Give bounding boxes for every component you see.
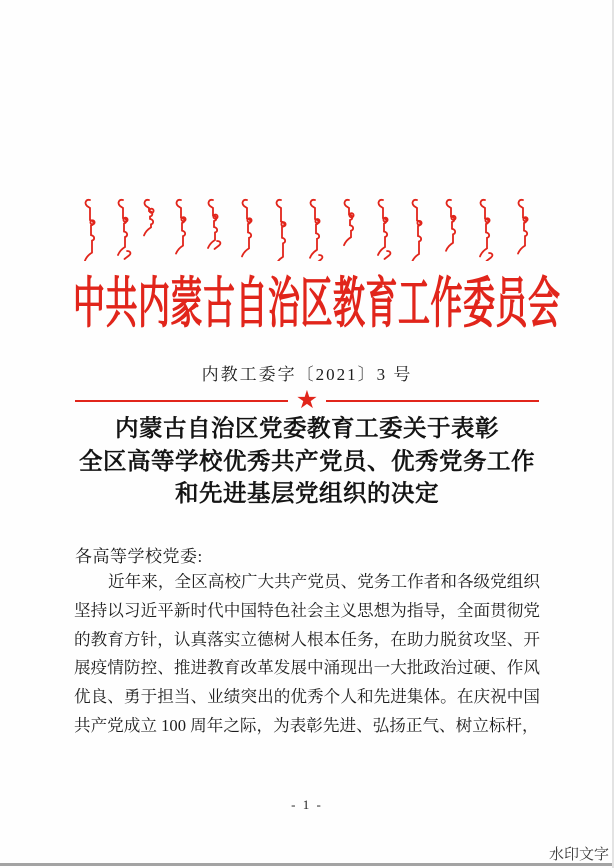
issuing-org-title: 中共内蒙古自治区教育工作委员会	[73, 272, 561, 334]
salutation: 各高等学校党委:	[75, 547, 203, 566]
star-icon: ★	[295, 384, 319, 414]
document-title	[0, 413, 614, 511]
body-paragraph: 近年来，全区高校广大共产党员、党务工作者和各级党组织坚持以习近平新时代中国特色社会主义思想为指导，全面贯彻党的教育方针，认真落实立德树人根本任务，在助力脱贫攻坚、开展疫情防控、推进教育改革发展中涌现出一大批政治过硬、作风优良、勇于担当、业绩突出的优秀个人和先进集体。在庆祝中国共产党成立 100 周年之际，为表彰先进、弘扬正气、树立标杆，	[74, 572, 540, 735]
document-number: 内教工委字〔2021〕3 号	[201, 365, 413, 384]
rule-line-right	[326, 400, 539, 402]
document-title-line3: 和先进基层党组织的决定	[175, 481, 439, 507]
document-title-line1: 内蒙古自治区党委教育工委关于表彰	[115, 416, 499, 442]
watermark-text: 水印文字	[548, 847, 609, 863]
mongolian-script	[75, 197, 555, 261]
page-number: - 1 -	[291, 797, 323, 812]
document-title-line2: 全区高等学校优秀共产党员、优秀党务工作	[79, 448, 535, 475]
rule-line-left	[75, 400, 288, 402]
red-separator-rule	[75, 384, 539, 414]
scan-page-edge	[0, 863, 612, 866]
